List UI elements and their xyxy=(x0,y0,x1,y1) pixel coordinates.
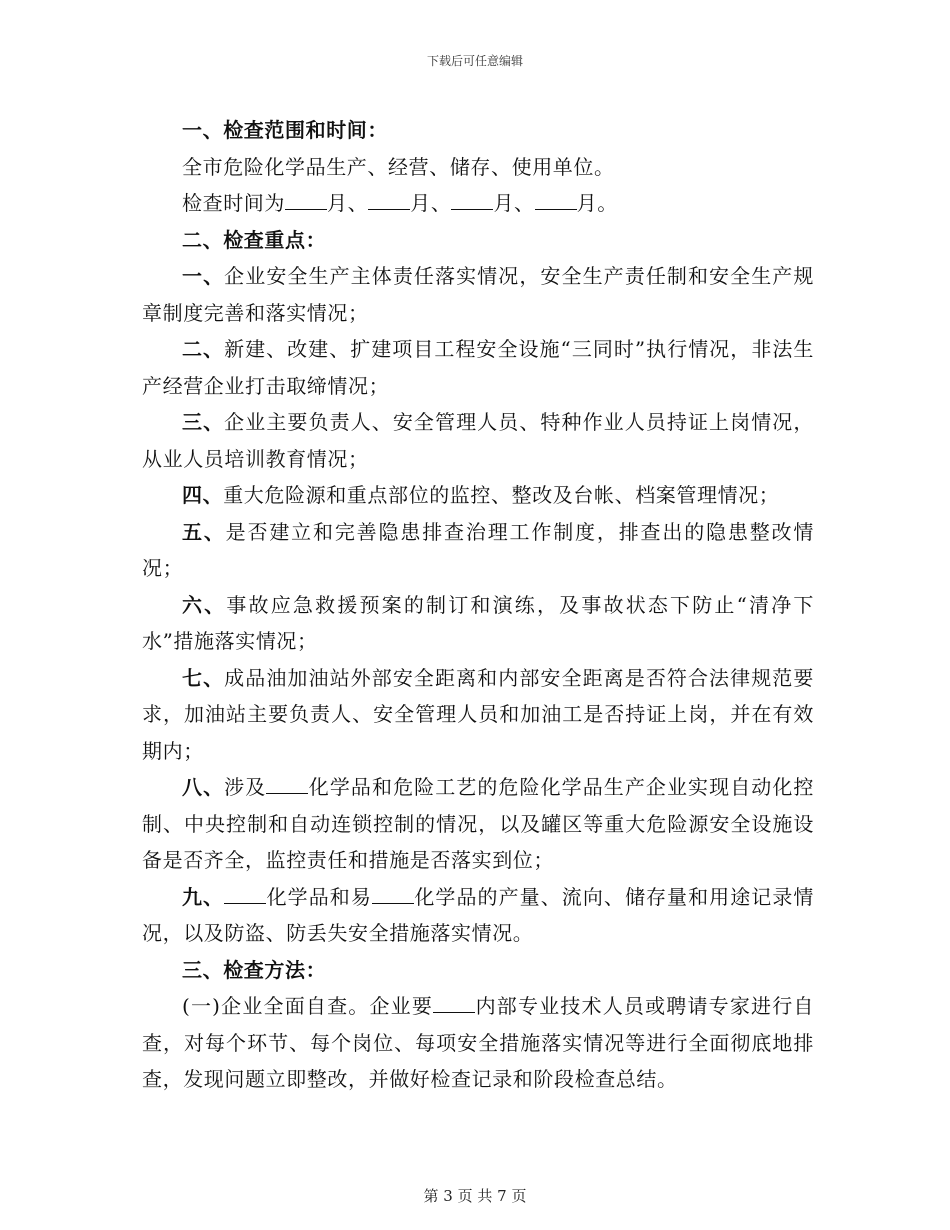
list-item xyxy=(142,258,814,331)
item-number: 八、 xyxy=(182,775,225,799)
list-item xyxy=(142,660,814,770)
separator: 、 xyxy=(347,191,369,215)
item-text: 成品油加油站外部安全距离和内部安全距离是否符合法律规范要求，加油站主要负责人、安全管理人员和加油工是否持证上岗，并在有效期内； xyxy=(142,665,814,763)
list-item xyxy=(142,331,814,404)
time-paragraph xyxy=(142,185,814,222)
blank-line xyxy=(433,994,475,1013)
month-label: 月 xyxy=(327,191,348,215)
method-paragraph xyxy=(142,988,814,1098)
item-number: 四、 xyxy=(182,483,224,507)
item-number: 一、 xyxy=(182,264,225,288)
time-prefix: 检查时间为 xyxy=(182,191,285,215)
list-item xyxy=(142,477,814,514)
item-number: 六、 xyxy=(182,592,227,617)
item-number: 七、 xyxy=(182,665,225,690)
item-number: 五、 xyxy=(182,519,226,544)
blank-line xyxy=(266,775,308,794)
item-text: 企业主要负责人、安全管理人员、特种作业人员持证上岗情况，从业人员培训教育情况； xyxy=(142,410,814,471)
list-item xyxy=(142,879,814,952)
item-text: 重大危险源和重点部位的监控、整改及台帐、档案管理情况； xyxy=(223,483,780,507)
item-text: 是否建立和完善隐患排查治理工作制度，排查出的隐患整改情况； xyxy=(142,519,814,580)
section-heading-1: 一、检查范围和时间： xyxy=(182,118,388,142)
method-pre: (一)企业全面自查。企业要 xyxy=(182,994,434,1018)
list-item xyxy=(142,769,814,879)
separator: 、 xyxy=(430,191,452,215)
list-item xyxy=(142,587,814,660)
list-item xyxy=(142,514,814,587)
page-footer: 第 3 页 共 7 页 xyxy=(423,1187,527,1205)
item-text: 企业安全生产主体责任落实情况，安全生产责任制和安全生产规章制度完善和落实情况； xyxy=(142,264,814,325)
scope-paragraph: 全市危险化学品生产、经营、储存、使用单位。 xyxy=(182,154,615,179)
item-text: 事故应急救援预案的制订和演练，及事故状态下防止“清净下水”措施落实情况； xyxy=(142,592,814,653)
document-body xyxy=(142,112,814,1098)
blank-line xyxy=(372,885,414,904)
month-label: 月 xyxy=(410,191,431,215)
period: 。 xyxy=(597,191,618,215)
blank-line xyxy=(451,191,493,210)
list-item xyxy=(142,404,814,477)
item-number: 三、 xyxy=(182,410,225,434)
item-text: 新建、改建、扩建项目工程安全设施“三同时”执行情况，非法生产经营企业打击取缔情况； xyxy=(142,337,814,398)
item-text: 化学品和危险工艺的危险化学品生产企业实现自动化控制、中央控制和自动连锁控制的情况，以及罐区等重大危险源安全设施设备是否齐全，监控责任和措施是否落实到位； xyxy=(142,775,815,872)
month-label: 月 xyxy=(576,191,598,215)
blank-line xyxy=(368,191,410,210)
section-heading-3: 三、检查方法： xyxy=(182,957,327,982)
item-pre: 涉及 xyxy=(224,775,267,799)
item-number: 九、 xyxy=(182,884,225,909)
section-heading-2: 二、检查重点： xyxy=(182,227,327,252)
page-header: 下载后可任意编辑 xyxy=(426,54,523,68)
separator: 、 xyxy=(514,191,535,215)
month-label: 月 xyxy=(493,191,515,215)
method-text: 内部专业技术人员或聘请专家进行自查，对每个环节、每个岗位、每项安全措施落实情况等进行全面彻底地排查，发现问题立即整改，并做好检查记录和阶段检查总结。 xyxy=(142,994,815,1091)
item-number: 二、 xyxy=(182,337,225,361)
blank-line xyxy=(224,885,266,904)
blank-line xyxy=(535,191,577,210)
item-mid: 化学品和易 xyxy=(266,884,372,909)
item-text: 化学品的产量、流向、储存量和用途记录情况，以及防盗、防丢失安全措施落实情况。 xyxy=(142,884,815,945)
blank-line xyxy=(285,191,327,210)
